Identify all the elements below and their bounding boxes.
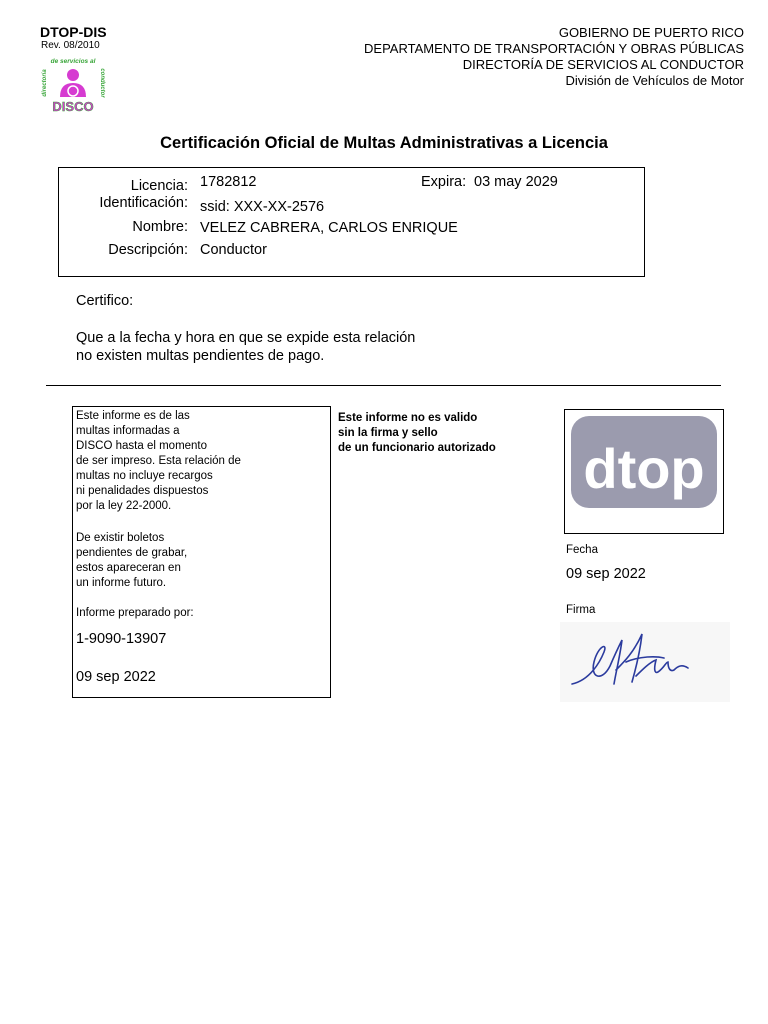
- divider: [46, 385, 721, 386]
- id-label: Identificación:: [99, 195, 188, 211]
- gov-line: DIRECTORÍA DE SERVICIOS AL CONDUCTOR: [462, 57, 744, 72]
- report-line: un informe futuro.: [76, 577, 167, 589]
- report-paragraph-1: [76, 409, 241, 514]
- prepared-by-label: Informe preparado por:: [76, 607, 194, 619]
- report-line: de ser impreso. Esta relación de: [76, 455, 241, 467]
- notice-line: de un funcionario autorizado: [338, 442, 496, 454]
- report-line: multas no incluye recargos: [76, 470, 213, 482]
- validity-notice: [338, 411, 496, 456]
- certification-text: [76, 329, 415, 365]
- fecha-label: Fecha: [566, 544, 598, 556]
- description-label: Descripción:: [108, 242, 188, 258]
- report-line: De existir boletos: [76, 532, 165, 544]
- report-line: estos apareceran en: [76, 562, 181, 574]
- official-stamp-box: [564, 409, 724, 534]
- certification-heading: Certifico:: [76, 293, 134, 309]
- report-line: DISCO hasta el momento: [76, 440, 208, 452]
- report-line: ni penalidades dispuestos: [76, 485, 209, 497]
- signature: [560, 622, 730, 702]
- logo-text-right: conductor: [99, 68, 105, 98]
- firma-label: Firma: [566, 604, 596, 616]
- report-line: Este informe es de las: [76, 410, 190, 422]
- gov-line: GOBIERNO DE PUERTO RICO: [558, 25, 744, 40]
- logo-text-bottom: DISCO: [52, 99, 94, 113]
- logo-text-left: directoría: [42, 69, 48, 97]
- certification-line: Que a la fecha y hora en que se expide esta relación: [76, 330, 416, 346]
- report-line: multas informadas a: [76, 425, 180, 437]
- certification-line: no existen multas pendientes de pago.: [76, 348, 325, 364]
- description-value: Conductor: [200, 242, 267, 258]
- license-label: Licencia:: [130, 178, 188, 194]
- gov-line: DEPARTAMENTO DE TRANSPORTACIÓN Y OBRAS PÚBLICAS: [364, 41, 744, 56]
- notice-line: sin la firma y sello: [338, 427, 438, 439]
- name-label: Nombre:: [132, 219, 188, 235]
- form-code: DTOP-DIS: [40, 24, 107, 40]
- form-revision: Rev. 08/2010: [41, 40, 100, 51]
- notice-line: Este informe no es valido: [338, 412, 478, 424]
- expires-value: 03 may 2029: [474, 174, 558, 190]
- prepared-by-value: 1-9090-13907: [76, 631, 167, 647]
- fecha-value: 09 sep 2022: [566, 566, 646, 582]
- document-title: Certificación Oficial de Multas Administrativas a Licencia: [160, 134, 608, 152]
- report-date: 09 sep 2022: [76, 669, 156, 685]
- report-paragraph-2: [76, 531, 187, 591]
- id-value: ssid: XXX-XX-2576: [200, 199, 325, 215]
- report-line: pendientes de grabar,: [76, 547, 188, 559]
- report-line: por la ley 22-2000.: [76, 500, 172, 512]
- disco-logo: [40, 55, 106, 113]
- name-value: VELEZ CABRERA, CARLOS ENRIQUE: [200, 220, 458, 236]
- government-header: [364, 25, 744, 89]
- logo-text-top: de servicios al: [50, 58, 96, 65]
- expires-label: Expira:: [421, 174, 467, 190]
- license-value: 1782812: [200, 174, 257, 190]
- stamp-text: dtop: [583, 437, 705, 500]
- dtop-stamp: [565, 410, 723, 533]
- gov-line: División de Vehículos de Motor: [565, 73, 744, 88]
